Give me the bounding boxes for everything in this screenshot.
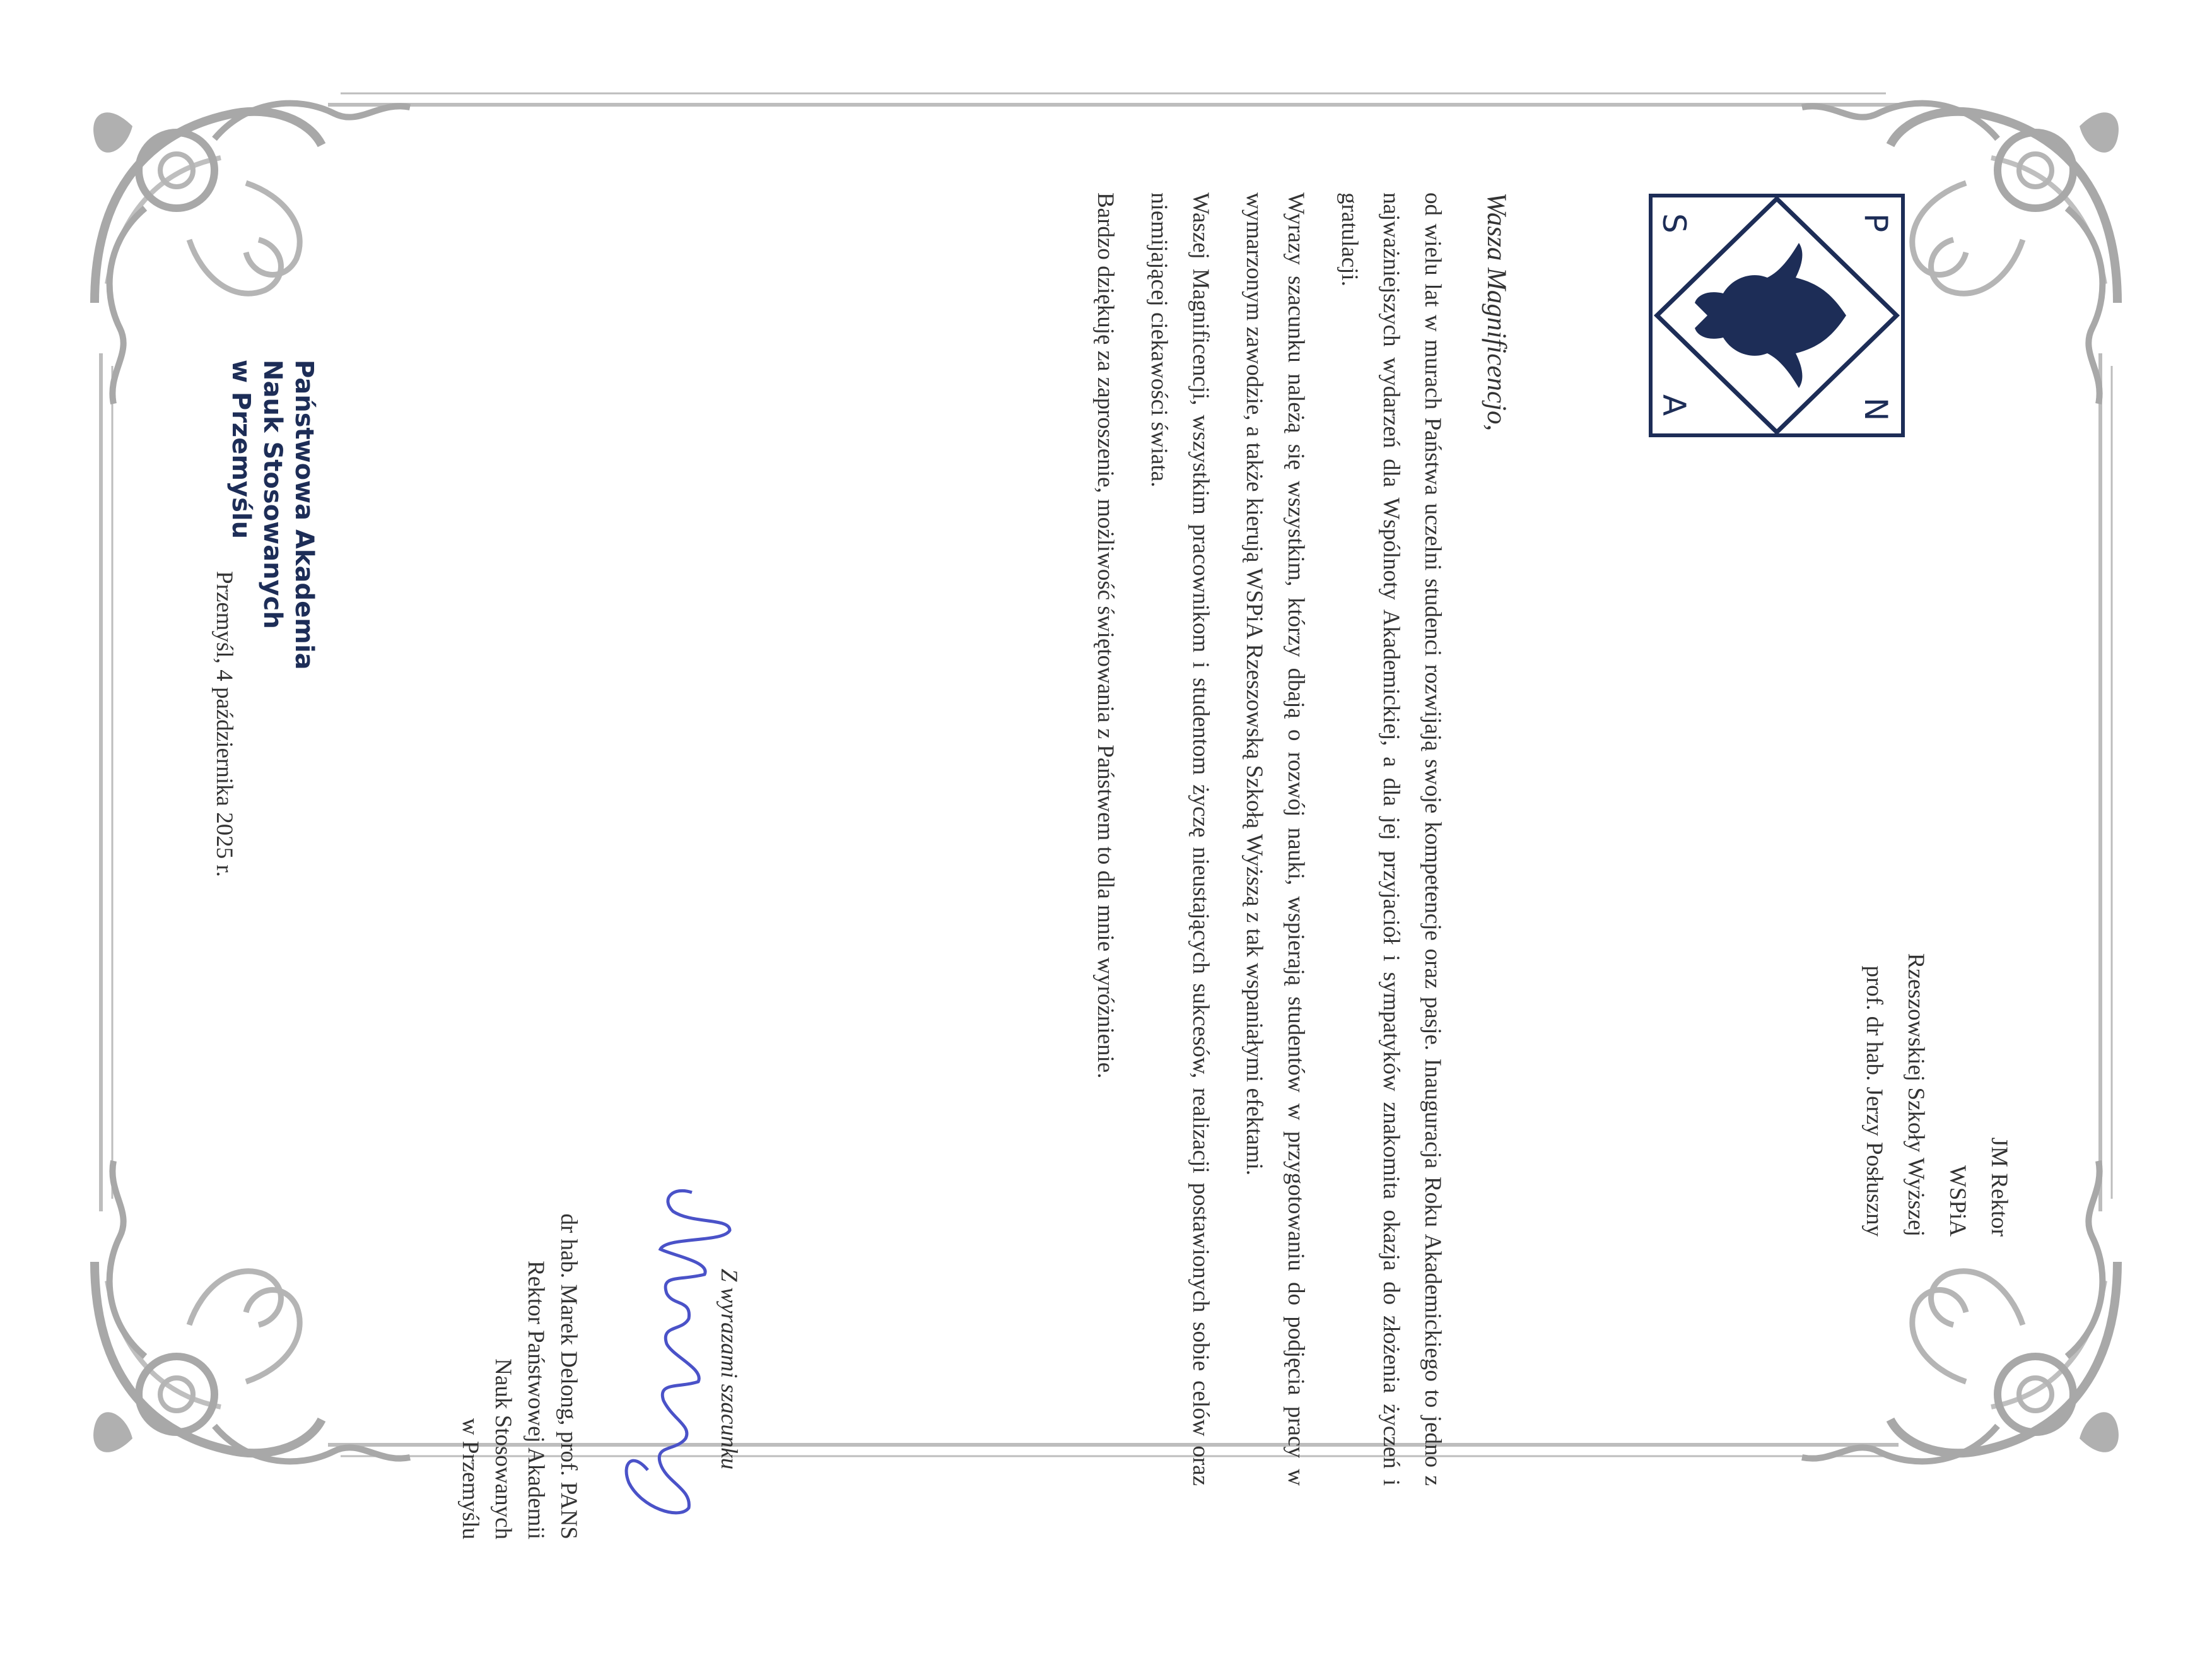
- signer-line: w Przemyślu: [457, 1418, 483, 1539]
- institution-name-line: w Przemyślu: [226, 360, 255, 539]
- paragraph: Bardzo dziękuję za zaproszenie, możliwość świętowania z Państwem to dla mnie wyróżnienie.: [1092, 192, 1118, 1079]
- closing: Z wyrazami szacunku: [716, 1268, 742, 1470]
- logo-letter-n: N: [1858, 397, 1894, 421]
- recipient-line: WSPiA: [1945, 1165, 1970, 1237]
- logo-letter-p: P: [1858, 213, 1894, 233]
- recipient-line: Rzeszowskiej Szkoły Wyższej: [1903, 953, 1929, 1237]
- signer-line: dr hab. Marek Delong, prof. PANS: [556, 1213, 582, 1539]
- recipient-line: JM Rektor: [1986, 1137, 2012, 1237]
- logo-letter-a: A: [1656, 394, 1692, 416]
- body-paragraphs: [1084, 192, 1453, 1486]
- dateline: Przemyśl, 4 października 2025 r.: [211, 571, 237, 877]
- paragraph: Wyrazy szacunku należą się wszystkim, którzy dbają o rozwój nauki, wspierają studentów w przygotowaniu do podjęcia pracy w wymarzonym zawodzie, a także kierują WSPiA Rzeszowską Szkołą Wyższą z tak wspaniałymi efektami.: [1241, 192, 1309, 1486]
- logo-letter-s: S: [1656, 213, 1692, 233]
- paragraph: od wielu lat w murach Państwa uczelni studenci rozwijają swoje kompetencje oraz pasje. Inauguracja Roku Akademickiego to jedno z najważniejszych wydarzeń dla Wspólnoty Akademickiej, a dla jej przyjaciół i sympatyków znakomita okazja do złożenia życzeń i gratulacji.: [1337, 192, 1446, 1486]
- paragraph: Waszej Magnificencji, wszystkim pracownikom i studentom życzę nieustających sukcesów, realizacji postawionych sobie celów oraz niemijającej ciekawości świata.: [1146, 192, 1214, 1486]
- signer-line: Rektor Państwowej Akademii: [523, 1261, 549, 1539]
- letter-column: [1072, 192, 1512, 1486]
- institution-name-line: Nauk Stosowanych: [258, 360, 287, 629]
- signature: [616, 1180, 768, 1533]
- signer-block: [454, 984, 585, 1539]
- recipient-line: prof. dr hab. Jerzy Posłuszny: [1861, 965, 1887, 1237]
- salutation-text: Wasza Magnificencjo,: [1482, 192, 1511, 432]
- institution-name-line: Państwowa Akademia: [290, 360, 319, 670]
- signer-line: Nauk Stosowanych: [490, 1358, 516, 1539]
- spacer: [1543, 189, 1550, 915]
